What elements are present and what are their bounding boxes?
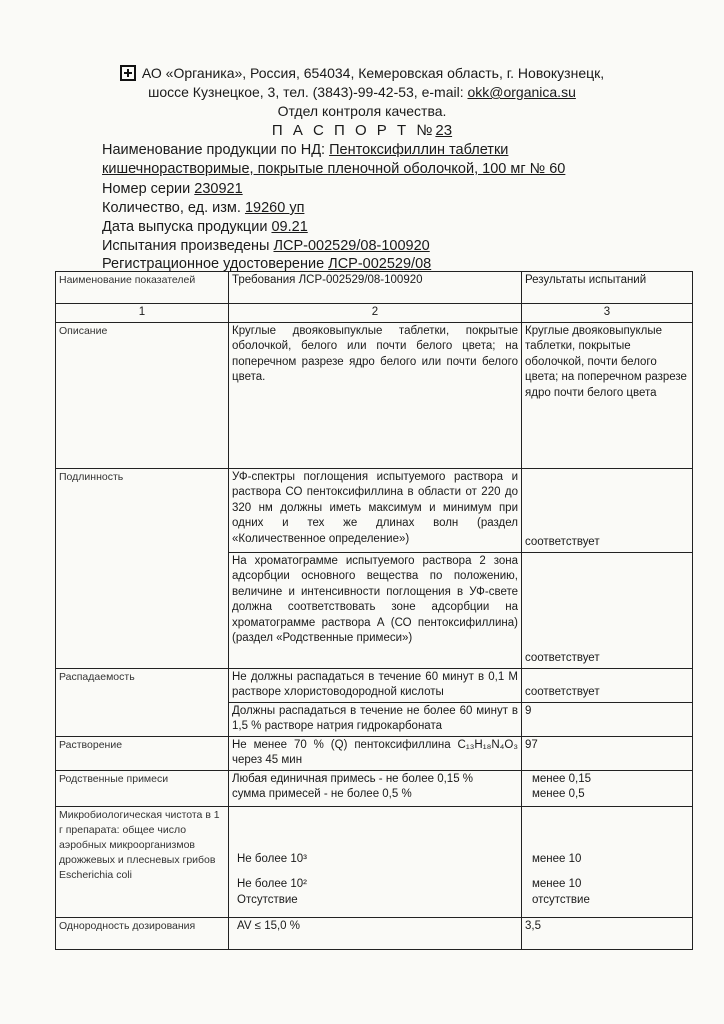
row-disintegration-requirement-2: Должны распадаться в течение не более 60 минут в 1,5 % растворе натрия гидрокарбоната [229,702,522,736]
row-microbiology-name: Микробиологическая чистота в 1 г препарата: общее число аэробных микроорганизмов дрожжевых и плесневых грибов Escherichia coli [56,806,229,917]
row-authenticity-requirement-2: На хроматограмме испытуемого раствора 2 зона адсорбции основного вещества по положению, величине и интенсивности поглощения в УФ-свете должна соответствовать зоне адсорбции на хроматограмме раствора А (СО пентоксифиллина) (раздел «Родственные примеси») [229,552,522,668]
row-description-requirement: Круглые двояковыпуклые таблетки, покрытые оболочкой, белого или почти белого цвета; на поперечном разрезе ядро белого или почти белого цвета. [229,322,522,468]
row-authenticity-result-2: соответствует [522,552,693,668]
header-line-3: Отдел контроля качества. [277,103,447,119]
column-number-1: 1 [56,304,229,323]
table-row [56,322,693,468]
passport-number: 23 [435,122,453,139]
microbiology-result-1: менее 10 [532,852,582,865]
header-indicators: Наименование показателей [56,272,229,304]
row-disintegration-result-2: 9 [522,702,693,736]
release-date-label: Дата выпуска продукции [102,219,272,235]
table-header-row [56,272,693,304]
results-table [55,271,693,950]
email-link[interactable]: okk@organica.su [467,84,576,100]
row-disintegration-requirement-1: Не должны распадаться в течение 60 минут в 0,1 М растворе хлористоводородной кислоты [229,668,522,702]
header-results: Результаты испытаний [522,272,693,304]
microbiology-requirement-3: Отсутствие [237,893,298,906]
product-value-2: кишечнорастворимые, покрытые пленочной оболочкой, 100 мг № 60 [102,161,566,177]
impurities-requirement-1: Любая единичная примесь - не более 0,15 % [232,772,474,785]
company-header [0,64,724,85]
microbiology-result-3: отсутствие [532,893,590,906]
row-authenticity-name: Подлинность [56,468,229,668]
series-line [102,180,243,198]
header-line-1: АО «Органика», Россия, 654034, Кемеровская область, г. Новокузнецк, [141,65,605,81]
row-authenticity-requirement-1: УФ-спектры поглощения испытуемого раствора и раствора СО пентоксифиллина в области от 220 до 320 нм должны иметь максимум и минимум при одних и тех же длинах волн (раздел «Количественное определение») [229,468,522,552]
product-value-1: Пентоксифиллин таблетки [329,142,509,158]
row-dissolution-result: 97 [522,736,693,770]
registration-label: Регистрационное удостоверение [102,256,329,272]
registration-value: ЛСР-002529/08 [328,256,432,272]
impurities-result-1: менее 0,15 [532,772,592,785]
quantity-line [102,199,304,217]
row-disintegration-name: Распадаемость [56,668,229,736]
header-address: шоссе Кузнецкое, 3, тел. (3843)-99-42-53, e-mail: [148,84,468,100]
row-uniformity-result: 3,5 [522,917,693,949]
impurities-result-2: менее 0,5 [532,788,585,800]
row-dissolution-name: Растворение [56,736,229,770]
passport-title [0,122,724,139]
row-microbiology-requirement [229,806,522,917]
release-date-line [102,218,308,236]
tests-value: ЛСР-002529/08-100920 [273,238,430,254]
microbiology-requirement-1: Не более 10³ [237,852,307,865]
row-disintegration-result-1: соответствует [522,668,693,702]
table-row [56,770,693,806]
column-number-2: 2 [229,304,522,323]
row-impurities-result [522,770,693,806]
impurities-requirement-2: сумма примесей - не более 0,5 % [232,788,412,800]
product-label: Наименование продукции по НД: [102,142,330,158]
table-row [56,806,693,917]
row-description-name: Описание [56,322,229,468]
row-dissolution-requirement: Не менее 70 % (Q) пентоксифиллина C₁₃H₁₈N₄O₃ через 45 мин [229,736,522,770]
row-impurities-name: Родственные примеси [56,770,229,806]
row-uniformity-name: Однородность дозирования [56,917,229,949]
company-logo-icon [120,65,136,85]
row-authenticity-result-1: соответствует [522,468,693,552]
product-name-line [102,141,508,159]
table-row [56,468,693,552]
passport-title-label: П А С П О Р Т № [271,122,436,139]
tests-label: Испытания произведены [102,238,274,254]
quantity-value: 19260 уп [244,200,305,216]
microbiology-requirement-2: Не более 10² [237,878,307,890]
row-uniformity-requirement: AV ≤ 15,0 % [229,917,522,949]
series-label: Номер серии [102,181,195,197]
table-row [56,917,693,949]
row-impurities-requirement [229,770,522,806]
column-number-3: 3 [522,304,693,323]
quantity-label: Количество, ед. изм. [102,200,245,216]
table-row [56,736,693,770]
series-value: 230921 [194,181,243,197]
header-line-2 [0,83,724,101]
table-row [56,668,693,702]
row-microbiology-result [522,806,693,917]
tests-line [102,237,430,255]
header-requirements: Требования ЛСР-002529/08-100920 [229,272,522,304]
table-number-row [56,304,693,323]
row-description-result: Круглые двояковыпуклые таблетки, покрытые оболочкой, почти белого цвета; на поперечном разрезе ядро почти белого цвета [522,322,693,468]
product-name-line-2 [102,160,565,178]
microbiology-result-2: менее 10 [532,878,582,890]
release-date-value: 09.21 [271,219,308,235]
